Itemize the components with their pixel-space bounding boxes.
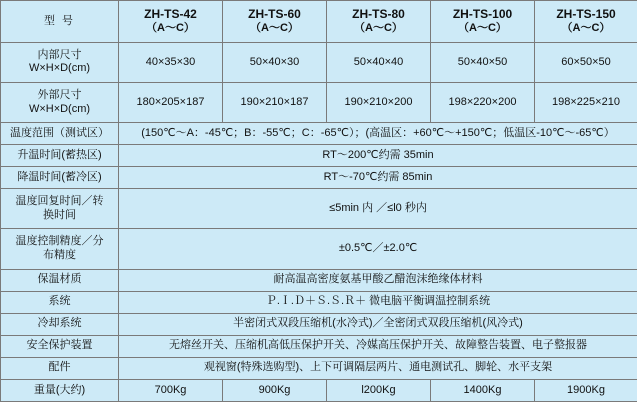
model-name: ZH-TS-80 bbox=[352, 7, 405, 22]
model-sub: （A～C） bbox=[458, 22, 507, 35]
row-label-inner-dimensions bbox=[1, 42, 119, 82]
cell-inner-dim-0: 40×35×30 bbox=[119, 42, 223, 82]
cell-outer-dim-4: 198×225×210 bbox=[535, 82, 637, 122]
table-row-cooling-system bbox=[1, 313, 637, 335]
cell-inner-dim-2: 50×40×40 bbox=[327, 42, 431, 82]
header-model-2 bbox=[327, 1, 431, 43]
model-sub: （A～C） bbox=[146, 22, 195, 35]
row-label-line1: 温度控制精度／分 bbox=[15, 235, 104, 248]
table-row-cooling-time bbox=[1, 167, 637, 189]
cell-weight-1: 900Kg bbox=[223, 379, 327, 401]
row-label-accessories: 配件 bbox=[1, 357, 119, 379]
row-label-cooling-time: 降温时间(蓄冷区) bbox=[1, 167, 119, 189]
cell-inner-dim-1: 50×40×30 bbox=[223, 42, 327, 82]
cell-weight-2: l200Kg bbox=[327, 379, 431, 401]
cell-weight-4: 1900Kg bbox=[535, 379, 637, 401]
model-name: ZH-TS-150 bbox=[556, 7, 616, 22]
row-label-line2: 换时间 bbox=[43, 208, 76, 221]
cell-temperature-range: (150℃～A：-45℃；B：-55℃；C：-65℃）；(高温区：+60℃～+150℃；低温区-10℃～-65℃） bbox=[119, 123, 637, 145]
row-label-cooling-system: 冷却系统 bbox=[1, 313, 119, 335]
row-label-safety-devices: 安全保护装置 bbox=[1, 335, 119, 357]
cell-inner-dim-3: 50×40×50 bbox=[431, 42, 535, 82]
header-model-1 bbox=[223, 1, 327, 43]
table-row-outer-dimensions bbox=[1, 82, 637, 122]
header-model-3 bbox=[431, 1, 535, 43]
row-label-line1: 温度回复时间／转 bbox=[15, 195, 104, 208]
cell-recovery-time: ≤5min 内 ／≤l0 秒内 bbox=[119, 189, 637, 229]
table-row-recovery-time bbox=[1, 189, 637, 229]
row-label-system: 系统 bbox=[1, 291, 119, 313]
cell-weight-3: 1400Kg bbox=[431, 379, 535, 401]
cell-inner-dim-4: 60×50×50 bbox=[535, 42, 637, 82]
row-label-outer-dimensions bbox=[1, 82, 119, 122]
cell-accessories: 观视窗(特殊选购型)、上下可调隔层两片、通电测试孔、脚轮、水平支架 bbox=[119, 357, 637, 379]
cell-outer-dim-1: 190×210×187 bbox=[223, 82, 327, 122]
row-label-line1: 内部尺寸 bbox=[37, 48, 82, 61]
table-row-heating-time bbox=[1, 145, 637, 167]
row-label-insulation-material: 保温材质 bbox=[1, 269, 119, 291]
model-sub: （A～C） bbox=[354, 22, 403, 35]
cell-outer-dim-2: 190×210×200 bbox=[327, 82, 431, 122]
model-name: ZH-TS-100 bbox=[452, 7, 513, 22]
model-sub: （A～C） bbox=[561, 22, 611, 35]
header-model-label: 型 号 bbox=[1, 1, 119, 43]
model-name: ZH-TS-60 bbox=[248, 7, 301, 22]
header-model-4 bbox=[535, 1, 637, 43]
table-row-temperature-range bbox=[1, 123, 637, 145]
table-row-temperature-accuracy bbox=[1, 229, 637, 269]
row-label-temperature-range: 温度范围（测试区） bbox=[1, 123, 119, 145]
row-label-line2: W×H×D(cm) bbox=[28, 62, 91, 75]
row-label-recovery-time bbox=[1, 189, 119, 229]
table-header-row bbox=[1, 1, 637, 43]
row-label-line2: 布精度 bbox=[43, 248, 76, 261]
cell-cooling-system: 半密闭式双段压缩机(水冷式)／全密闭式双段压缩机(风冷式) bbox=[119, 313, 637, 335]
cell-heating-time: RT～200℃约需 35min bbox=[119, 145, 637, 167]
cell-temperature-accuracy: ±0.5℃／±2.0℃ bbox=[119, 229, 637, 269]
row-label-line1: 外部尺寸 bbox=[37, 88, 82, 101]
table-row-safety-devices bbox=[1, 335, 637, 357]
table-row-inner-dimensions bbox=[1, 42, 637, 82]
cell-cooling-time: RT～-70℃约需 85min bbox=[119, 167, 637, 189]
cell-weight-0: 700Kg bbox=[119, 379, 223, 401]
row-label-temperature-accuracy bbox=[1, 229, 119, 269]
cell-safety-devices: 无熔丝开关、压缩机高低压保护开关、冷媒高压保护开关、故障整告装置、电子整报器 bbox=[119, 335, 637, 357]
row-label-weight: 重量(大约) bbox=[1, 379, 119, 401]
cell-insulation-material: 耐高温高密度氨基甲酸乙醋泡沫绝缘体材料 bbox=[119, 269, 637, 291]
header-model-0 bbox=[119, 1, 223, 43]
cell-outer-dim-0: 180×205×187 bbox=[119, 82, 223, 122]
model-sub: （A～C） bbox=[250, 22, 299, 35]
table-row-insulation-material bbox=[1, 269, 637, 291]
cell-system: Ｐ.Ｉ.Ｄ＋Ｓ.Ｓ.Ｒ＋ 微电脑平衡调温控制系统 bbox=[119, 291, 637, 313]
row-label-line2: W×H×D(cm) bbox=[28, 102, 91, 115]
table-row-accessories bbox=[1, 357, 637, 379]
model-name: ZH-TS-42 bbox=[144, 7, 197, 22]
table-row-system bbox=[1, 291, 637, 313]
row-label-heating-time: 升温时间(蓄热区) bbox=[1, 145, 119, 167]
cell-outer-dim-3: 198×220×200 bbox=[431, 82, 535, 122]
table-row-weight bbox=[1, 379, 637, 401]
